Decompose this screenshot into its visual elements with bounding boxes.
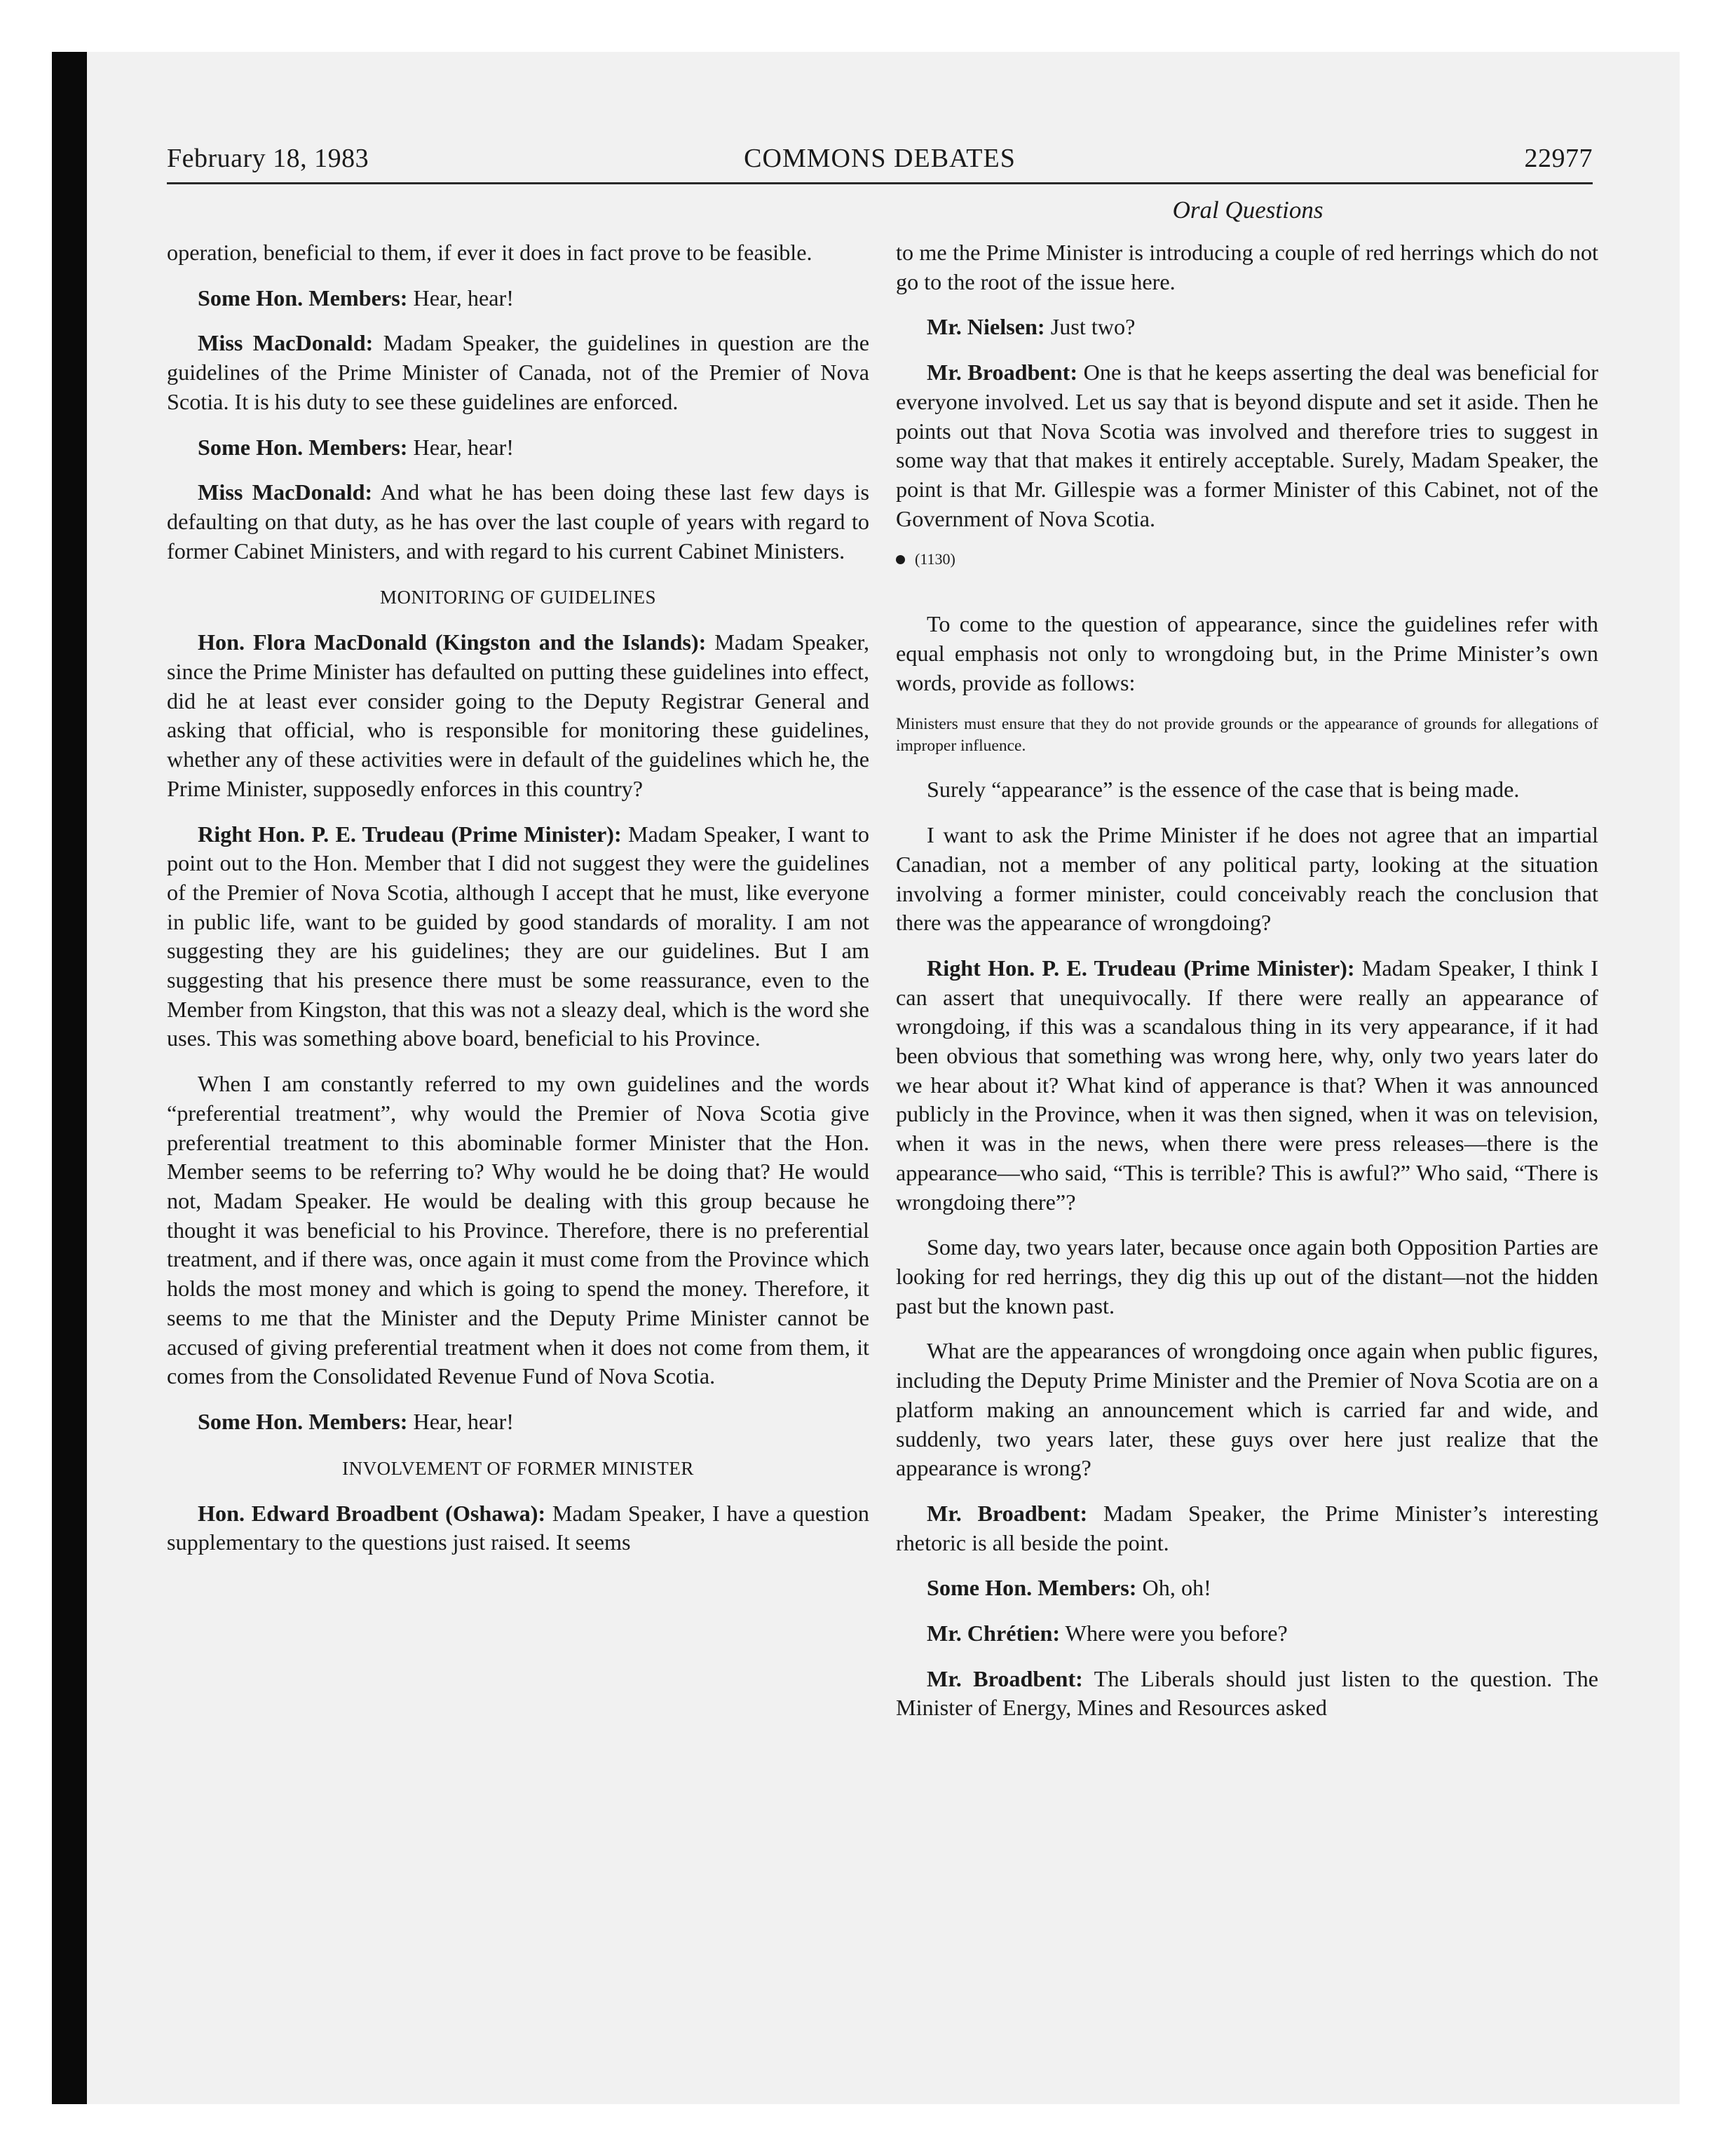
speaker-name: Some Hon. Members: bbox=[927, 1575, 1137, 1601]
debate-paragraph bbox=[896, 1337, 1598, 1483]
running-header bbox=[167, 140, 1593, 184]
speaker-name: Right Hon. P. E. Trudeau (Prime Minister): bbox=[927, 955, 1355, 981]
debate-paragraph bbox=[896, 1665, 1598, 1723]
header-date: February 18, 1983 bbox=[167, 144, 369, 173]
speaker-name: Right Hon. P. E. Trudeau (Prime Minister): bbox=[198, 821, 622, 847]
debate-paragraph bbox=[167, 329, 869, 416]
paragraph-text: Madam Speaker, since the Prime Minister has defaulted on putting these guidelines into effect, did he at least ever consider going to the Deputy Registrar General and asking that official, who is responsible for monitoring these guidelines, whether any of these activities were in default of the guidelines which he, the Prime Minister, supposedly enforces in this country? bbox=[167, 629, 869, 801]
speaker-name: Some Hon. Members: bbox=[198, 434, 408, 460]
debate-paragraph bbox=[167, 1407, 869, 1437]
paragraph-text: To come to the question of appearance, since the guidelines refer with equal emphasis not only to wrongdoing but, in the Prime Minister’s own words, provide as follows: bbox=[896, 611, 1598, 695]
header-title: COMMONS DEBATES bbox=[744, 144, 1016, 173]
speaker-name: Mr. Broadbent: bbox=[927, 1665, 1083, 1691]
debate-paragraph bbox=[167, 628, 869, 803]
speaker-name: Mr. Nielsen: bbox=[927, 314, 1045, 340]
paragraph-text: Just two? bbox=[1045, 314, 1136, 340]
debate-paragraph bbox=[167, 820, 869, 1054]
speaker-name: Miss MacDonald: bbox=[198, 330, 374, 356]
speaker-name: Miss MacDonald: bbox=[198, 479, 373, 505]
debate-paragraph bbox=[167, 1499, 869, 1557]
right-column bbox=[896, 238, 1598, 1739]
paragraph-text: One is that he keeps asserting the deal was beneficial for everyone involved. Let us say that is beyond dispute and set it aside. Then he points out that Nova Scotia was involved and therefore tries to suggest in some way that that makes it entirely acceptable. Surely, Madam Speaker, the point is that Mr. Gillespie was a former Minister of this Cabinet, not of the Government of Nova Scotia. bbox=[896, 360, 1599, 531]
speaker-name: Hon. Flora MacDonald (Kingston and the Islands): bbox=[198, 629, 707, 655]
debate-paragraph bbox=[896, 358, 1598, 533]
bullet-icon bbox=[896, 555, 905, 564]
section-label: Oral Questions bbox=[1172, 196, 1324, 224]
debate-paragraph bbox=[896, 1499, 1598, 1557]
speaker-name: Some Hon. Members: bbox=[198, 1408, 408, 1434]
paragraph-text: Some day, two years later, because once again both Opposition Parties are looking for red herrings, they dig this up out of the distant—not the hidden past but the known past. bbox=[896, 1234, 1598, 1318]
debate-paragraph bbox=[896, 610, 1598, 697]
left-column bbox=[167, 238, 869, 1574]
scan-edge-bar bbox=[52, 52, 87, 2104]
speaker-name: Mr. Broadbent: bbox=[927, 360, 1078, 386]
paragraph-text: Madam Speaker, the guidelines in question are the guidelines of the Prime Minister of Canada, not of the Premier of Nova Scotia. It is his duty to see these guidelines are enforced. bbox=[167, 330, 869, 414]
paragraph-text: Madam Speaker, I want to point out to the Hon. Member that I did not suggest they were the guidelines of the Premier of Nova Scotia, although I accept that he must, like everyone in public life, want to be guided by good standards of morality. I am not suggesting they are his guidelines; they are our guidelines. But I am suggesting that his presence there must be some reassurance, even to the Member from Kingston, that this was not a sleazy deal, which is the word she uses. This was something above board, beneficial to his Province. bbox=[167, 821, 869, 1051]
debate-paragraph bbox=[896, 954, 1598, 1217]
speaker-name: Mr. Chrétien: bbox=[927, 1621, 1061, 1646]
block-quote: Ministers must ensure that they do not provide grounds or the appearance of grounds for allegations of improper influence. bbox=[896, 715, 1598, 756]
header-page-number: 22977 bbox=[1524, 144, 1593, 173]
paragraph-text: to me the Prime Minister is introducing a couple of red herrings which do not go to the root of the issue here. bbox=[896, 240, 1598, 294]
time-marker bbox=[896, 550, 1598, 569]
debate-paragraph bbox=[167, 433, 869, 463]
paragraph-text: operation, beneficial to them, if ever it does in fact prove to be feasible. bbox=[167, 240, 812, 265]
speaker-name: Some Hon. Members: bbox=[198, 285, 408, 311]
paragraph-text: Hear, hear! bbox=[407, 434, 514, 460]
paragraph-text: And what he has been doing these last few days is defaulting on that duty, as he has over the last couple of years with regard to former Cabinet Ministers, and with regard to his current Cabinet Ministers. bbox=[167, 479, 870, 564]
debate-paragraph bbox=[167, 284, 869, 313]
speaker-name: Hon. Edward Broadbent (Oshawa): bbox=[198, 1500, 546, 1526]
paragraph-text: Madam Speaker, I have a question supplementary to the questions just raised. It seems bbox=[167, 1500, 869, 1555]
debate-paragraph bbox=[896, 1233, 1598, 1321]
paragraph-text: Oh, oh! bbox=[1136, 1575, 1211, 1601]
debate-paragraph bbox=[167, 1070, 869, 1391]
debate-paragraph bbox=[896, 775, 1598, 805]
paragraph-text: Madam Speaker, I think I can assert that unequivocally. If there were really an appearance of wrongdoing, if this was a scandalous thing in its very appearance, if it had been obvious that something was wrong here, why, only two years later do we hear about it? What kind of apperance is that? When it was announced publicly in the Province, when it was then signed, when it was on television, when it was in the news, when there were press releases—there is the appearance—who said, “This is terrible? This is awful?” Who said, “There is wrongdoing there”? bbox=[896, 955, 1599, 1215]
paragraph-text: The Liberals should just listen to the question. The Minister of Energy, Mines and Resources asked bbox=[896, 1665, 1598, 1721]
paragraph-text: When I am constantly referred to my own guidelines and the words “preferential treatment”, why would the Premier of Nova Scotia give preferential treatment to this abominable former Minister that the Hon. Member seems to be referring to? Why would he be doing that? He would not, Madam Speaker. He would be dealing with this group because he thought it was beneficial to his Province. Therefore, there is no preferential treatment, and if there was, once again it must come from the Province which holds the most money and which is going to spend the money. Therefore, it seems to me that the Minister and the Deputy Prime Minister cannot be accused of giving preferential treatment when it does not come from them, it comes from the Consolidated Revenue Fund of Nova Scotia. bbox=[167, 1071, 869, 1389]
debate-paragraph bbox=[167, 478, 869, 566]
paragraph-text: Surely “appearance” is the essence of the case that is being made. bbox=[927, 777, 1520, 803]
debate-paragraph bbox=[896, 238, 1598, 296]
paragraph-text: Hear, hear! bbox=[407, 285, 514, 311]
debate-paragraph bbox=[167, 238, 869, 268]
debate-paragraph bbox=[896, 821, 1598, 938]
paragraph-text: What are the appearances of wrongdoing once again when public figures, including the Deputy Prime Minister and the Premier of Nova Scotia are on a platform making an announcement which is carried far and wide, and suddenly, two years later, these guys over here just realize that the appearance is wrong? bbox=[896, 1338, 1598, 1481]
paragraph-text: Hear, hear! bbox=[407, 1408, 514, 1434]
paragraph-text: Madam Speaker, the Prime Minister’s interesting rhetoric is all beside the point. bbox=[896, 1500, 1599, 1555]
debate-paragraph bbox=[896, 1574, 1598, 1603]
section-heading: INVOLVEMENT OF FORMER MINISTER bbox=[342, 1457, 694, 1479]
debate-paragraph bbox=[896, 313, 1598, 342]
debate-paragraph bbox=[896, 1619, 1598, 1649]
section-heading: MONITORING OF GUIDELINES bbox=[380, 587, 656, 608]
speaker-name: Mr. Broadbent: bbox=[927, 1500, 1088, 1526]
time-marker-text: (1130) bbox=[915, 550, 955, 568]
paragraph-text: Where were you before? bbox=[1060, 1621, 1288, 1646]
paragraph-text: I want to ask the Prime Minister if he does not agree that an impartial Canadian, not a member of any political party, looking at the situation involving a former minister, could conceivably reach the conclusion that there was the appearance of wrongdoing? bbox=[896, 822, 1598, 936]
